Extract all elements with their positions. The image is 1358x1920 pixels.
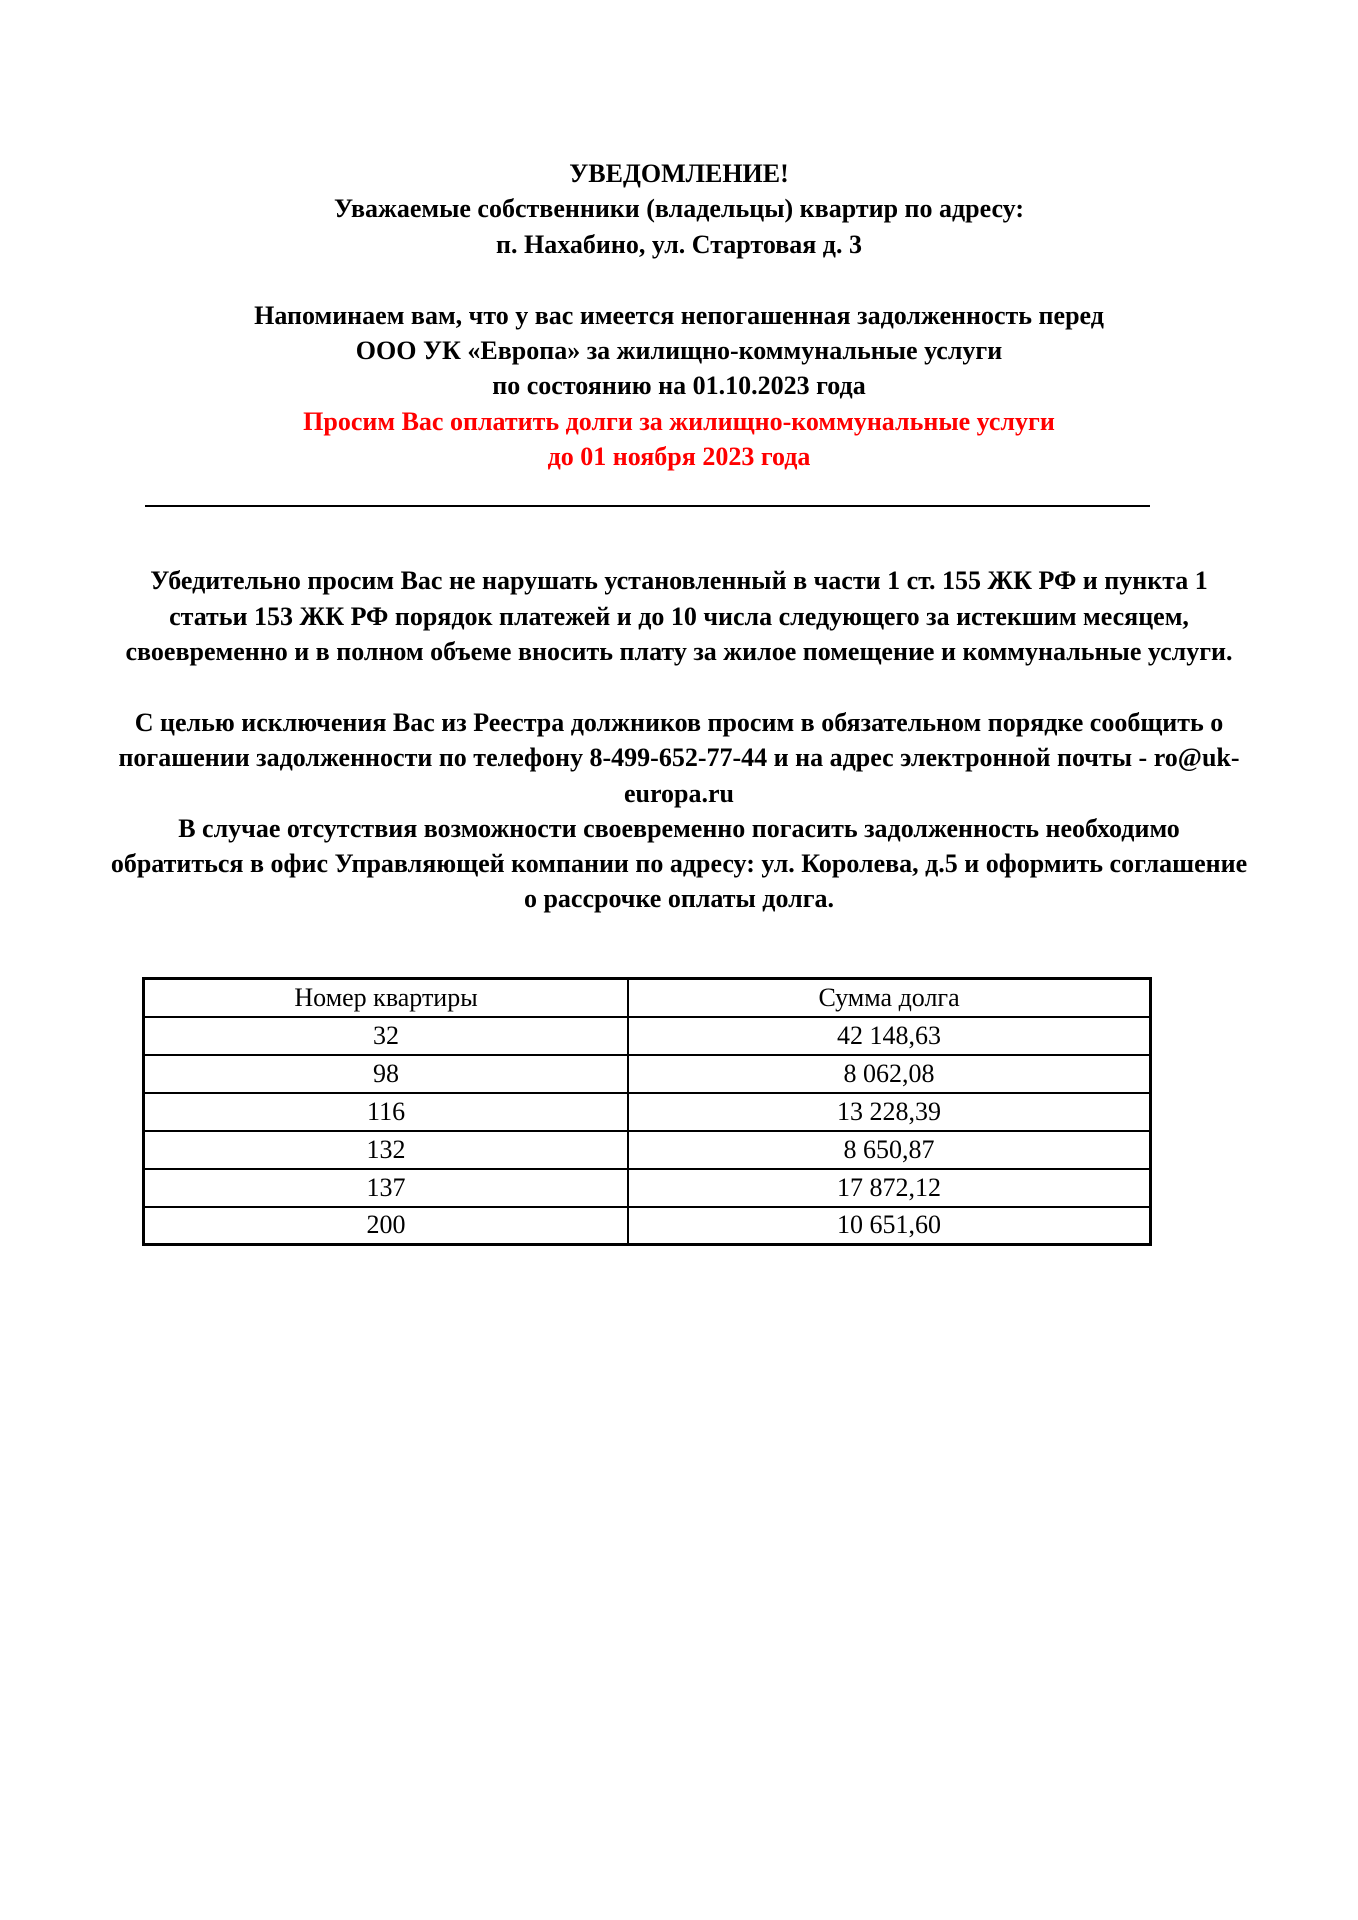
- debt-amount-cell: 42 148,63: [628, 1017, 1150, 1055]
- debt-amount-cell: 8 062,08: [628, 1055, 1150, 1093]
- table-row: [144, 1055, 1151, 1093]
- notice-title: УВЕДОМЛЕНИЕ!: [569, 159, 789, 188]
- apartment-number-cell: 98: [144, 1055, 629, 1093]
- table-row: [144, 1093, 1151, 1131]
- debt-amount-cell: 17 872,12: [628, 1169, 1150, 1207]
- paragraph-1-line-1: Убедительно просим Вас не нарушать установленный в части 1 ст. 155 ЖК РФ и пункта 1: [150, 566, 1208, 595]
- paragraph-2-line-1: С целью исключения Вас из Реестра должников просим в обязательном порядке сообщить о: [134, 708, 1224, 737]
- payment-deadline-line: до 01 ноября 2023 года: [547, 442, 811, 471]
- debt-amount-cell: 13 228,39: [628, 1093, 1150, 1131]
- table-row: [144, 1017, 1151, 1055]
- table-row: [144, 1207, 1151, 1245]
- debt-amount-cell: 8 650,87: [628, 1131, 1150, 1169]
- address-line: п. Нахабино, ул. Стартовая д. 3: [496, 230, 862, 259]
- reminder-line-3: по состоянию на 01.10.2023 года: [492, 371, 866, 400]
- paragraph-2-line-3: europa.ru: [623, 779, 735, 808]
- apartment-number-cell: 137: [144, 1169, 629, 1207]
- payment-request-line-1: Просим Вас оплатить долги за жилищно-коммунальные услуги: [303, 407, 1055, 436]
- debt-amount-cell: 10 651,60: [628, 1207, 1150, 1245]
- paragraph-1-line-3: своевременно и в полном объеме вносить плату за жилое помещение и коммунальные услуги.: [125, 637, 1233, 666]
- paragraph-2-line-2: погашении задолженности по телефону 8-499-652-77-44 и на адрес электронной почты - ro@uk-: [118, 743, 1240, 772]
- table-row: [144, 1131, 1151, 1169]
- paragraph-1-line-2: статьи 153 ЖК РФ порядок платежей и до 10 числа следующего за истекшим месяцем,: [169, 602, 1189, 631]
- apartment-number-cell: 200: [144, 1207, 629, 1245]
- paragraph-3-line-3: о рассрочке оплаты долга.: [523, 884, 835, 913]
- horizontal-divider: [145, 505, 1150, 507]
- paragraph-3-line-1: В случае отсутствия возможности своевременно погасить задолженность необходимо: [178, 814, 1180, 843]
- reminder-line-2: ООО УК «Европа» за жилищно-коммунальные услуги: [355, 336, 1003, 365]
- apartment-number-cell: 116: [144, 1093, 629, 1131]
- debt-table: [142, 977, 1152, 1246]
- table-header-row: [144, 979, 1151, 1017]
- header-apartment-number: Номер квартиры: [144, 979, 629, 1017]
- paragraph-3-line-2: обратиться в офис Управляющей компании по адресу: ул. Королева, д.5 и оформить соглашение: [110, 849, 1248, 878]
- apartment-number-cell: 132: [144, 1131, 629, 1169]
- reminder-line-1: Напоминаем вам, что у вас имеется непогашенная задолженность перед: [254, 301, 1104, 330]
- addressee-line: Уважаемые собственники (владельцы) квартир по адресу:: [334, 194, 1024, 223]
- header-debt-amount: Сумма долга: [628, 979, 1150, 1017]
- apartment-number-cell: 32: [144, 1017, 629, 1055]
- table-row: [144, 1169, 1151, 1207]
